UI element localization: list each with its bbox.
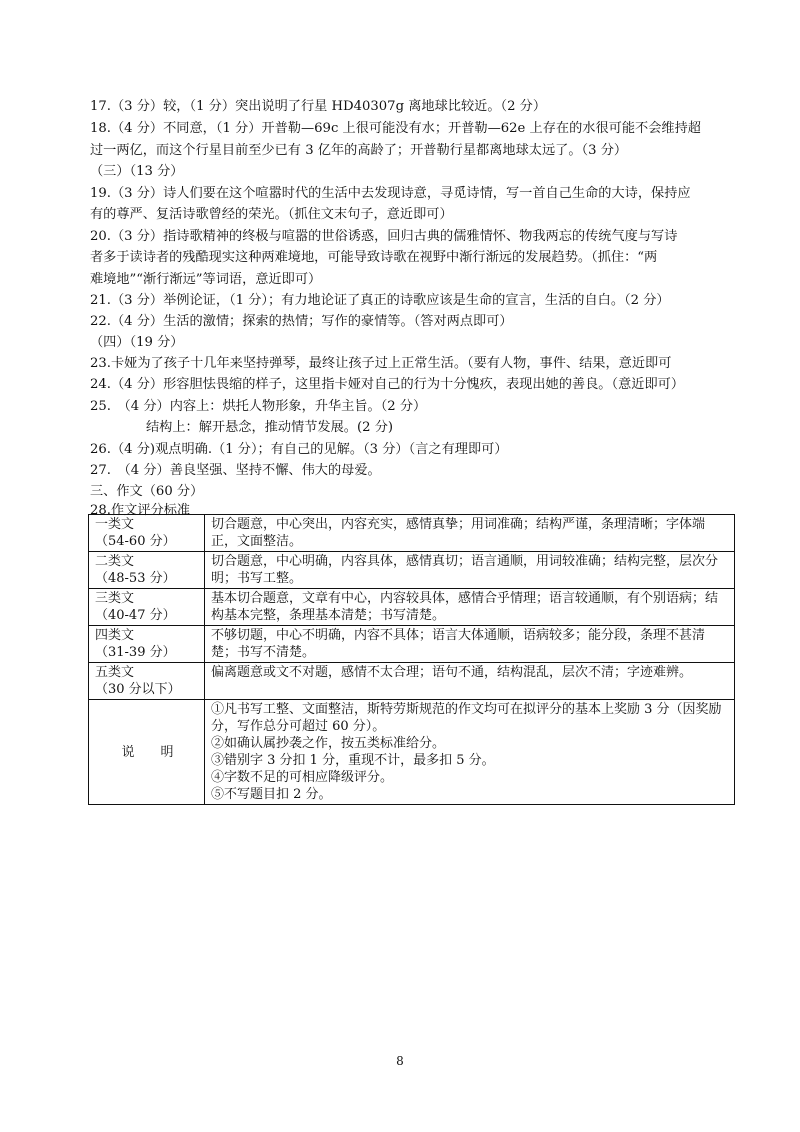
table-row xyxy=(89,663,735,700)
note-item: ④字数不足的可相应降级评分。 xyxy=(211,770,394,785)
answer-20-line-1: 20.（3 分）指诗歌精神的终极与喧嚣的世俗诱惑，回归古典的儒雅情怀、物我两忘的传统气度与写诗 xyxy=(90,229,678,244)
answer-18-line-1: 18.（4 分）不同意，（1 分）开普勒—69c 上很可能没有水；开普勒—62e 上存在的水很可能不会维持超 xyxy=(90,121,701,136)
rubric-level: 一类文 xyxy=(95,517,135,532)
rubric-range: （48-53 分） xyxy=(95,571,176,586)
rubric-desc: 基本切合题意，文章有中心，内容较具体，感情合乎情理；语言较通顺，有个别语病；结构基本完整，条理基本清楚；书写清楚。 xyxy=(205,589,735,626)
table-row xyxy=(89,626,735,663)
rubric-desc: 偏离题意或文不对题，感情不太合理；语句不通，结构混乱，层次不清；字迹难辨。 xyxy=(205,663,735,700)
answer-25-line-2: 结构上：解开悬念，推动情节发展。(2 分) xyxy=(146,420,394,435)
rubric-range: （31-39 分） xyxy=(95,645,176,660)
answer-19-line-2: 有的尊严、复活诗歌曾经的荣光。（抓住文末句子，意近即可） xyxy=(90,207,453,222)
answer-20-line-2: 者多于读诗者的残酷现实这种两难境地，可能导致诗歌在视野中渐行渐远的发展趋势。（抓住：“两 xyxy=(90,250,658,265)
composition-heading: 三、作文（60 分） xyxy=(90,484,204,499)
answer-23: 23.卡娅为了孩子十几年来坚持弹琴，最终让孩子过上正常生活。（要有人物，事件、结果，意近即可 xyxy=(90,356,672,371)
answer-27: 27. （4 分）善良坚强、坚持不懈、伟大的母爱。 xyxy=(90,463,381,478)
note-item: ⑤不写题目扣 2 分。 xyxy=(211,787,332,802)
rubric-level-cell xyxy=(89,589,205,626)
answer-24: 24.（4 分）形容胆怯畏缩的样子，这里指卡娅对自己的行为十分愧疚，表现出她的善良。（意近即可） xyxy=(90,377,685,392)
rubric-title: 28.作文评分标准 xyxy=(90,503,191,518)
answer-20-line-3: 难境地”“渐行渐远”等词语，意近即可） xyxy=(90,272,322,287)
rubric-level-cell xyxy=(89,552,205,589)
rubric-range: （54-60 分） xyxy=(95,534,176,549)
notes-cell xyxy=(205,700,735,805)
rubric-level-cell xyxy=(89,626,205,663)
note-item: ②如确认属抄袭之作，按五类标准给分。 xyxy=(211,736,446,751)
rubric-desc: 切合题意，中心明确，内容具体，感情真切；语言通顺，用词较准确；结构完整，层次分明；书写工整。 xyxy=(205,552,735,589)
rubric-level-cell xyxy=(89,515,205,552)
rubric-table xyxy=(88,514,735,805)
table-row xyxy=(89,700,735,805)
section-4-heading: （四）（19 分） xyxy=(90,335,184,350)
answer-18-line-2: 过一两亿，而这个行星目前至少已有 3 亿年的高龄了；开普勒行星都离地球太远了。（3 分） xyxy=(90,143,628,158)
answer-26: 26.（4 分)观点明确.（1 分）；有自己的见解。（3 分）（言之有理即可） xyxy=(90,442,508,457)
rubric-range: （40-47 分） xyxy=(95,608,176,623)
rubric-level: 三类文 xyxy=(95,591,135,606)
table-row xyxy=(89,515,735,552)
rubric-desc: 切合题意，中心突出，内容充实，感情真挚；用词准确；结构严谨，条理清晰；字体端正，文面整洁。 xyxy=(205,515,735,552)
answer-25-line-1: 25. （4 分）内容上：烘托人物形象，升华主旨。（2 分） xyxy=(90,399,427,414)
table-row xyxy=(89,552,735,589)
section-3-heading: （三）（13 分） xyxy=(90,164,184,179)
notes-label: 说 明 xyxy=(89,700,205,805)
rubric-level: 二类文 xyxy=(95,554,135,569)
answer-17: 17.（3 分）较，（1 分）突出说明了行星 HD40307g 离地球比较近。（2 分） xyxy=(90,99,547,114)
rubric-level-cell xyxy=(89,663,205,700)
rubric-level: 五类文 xyxy=(95,665,135,680)
rubric-level: 四类文 xyxy=(95,628,135,643)
page-number: 8 xyxy=(396,1054,404,1068)
answer-19-line-1: 19.（3 分）诗人们要在这个喧嚣时代的生活中去发现诗意，寻觅诗情，写一首自己生命的大诗，保持应 xyxy=(90,186,691,201)
table-row xyxy=(89,589,735,626)
note-item: ①凡书写工整、文面整洁，斯特劳斯规范的作文均可在拟评分的基本上奖励 3 分（因奖励分，写作总分可超过 60 分）。 xyxy=(211,702,722,734)
answer-22: 22.（4 分）生活的激情；探索的热情；写作的豪情等。（答对两点即可） xyxy=(90,314,513,329)
rubric-range: （30 分以下） xyxy=(95,682,181,697)
rubric-desc: 不够切题，中心不明确，内容不具体；语言大体通顺，语病较多；能分段，条理不甚清楚；书写不清楚。 xyxy=(205,626,735,663)
answer-21: 21.（3 分）举例论证，（1 分）；有力地论证了真正的诗歌应该是生命的宣言，生活的自白。（2 分） xyxy=(90,293,670,308)
note-item: ③错别字 3 分扣 1 分，重现不计，最多扣 5 分。 xyxy=(211,753,495,768)
